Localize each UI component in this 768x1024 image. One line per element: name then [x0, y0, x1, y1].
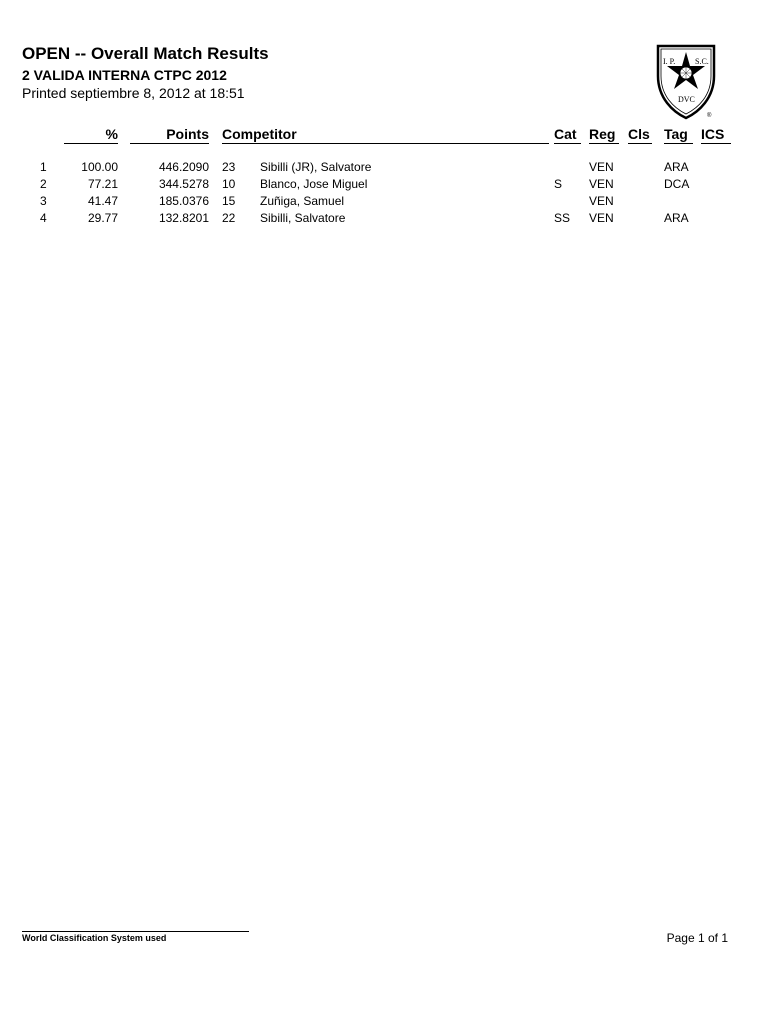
competitor-name: Blanco, Jose Miguel — [260, 177, 368, 191]
underline-competitor — [222, 143, 549, 144]
percent: 29.77 — [87, 211, 118, 225]
region: VEN — [589, 211, 614, 225]
region: VEN — [589, 194, 614, 208]
table-row — [0, 211, 768, 228]
tag: ARA — [664, 211, 689, 225]
tag: DCA — [664, 177, 690, 191]
points: 132.8201 — [158, 211, 209, 225]
place: 4 — [40, 211, 47, 225]
underline-pct — [64, 143, 118, 144]
place: 1 — [40, 160, 47, 174]
header-pct: % — [105, 126, 118, 142]
header-ics: ICS — [701, 126, 725, 142]
header-tag: Tag — [664, 126, 688, 142]
percent: 41.47 — [87, 194, 118, 208]
match-name: 2 VALIDA INTERNA CTPC 2012 — [22, 67, 227, 83]
printed-date: Printed septiembre 8, 2012 at 18:51 — [22, 85, 245, 101]
competitor-number: 22 — [222, 211, 236, 225]
table-row — [0, 177, 768, 194]
underline-points — [130, 143, 209, 144]
percent: 100.00 — [81, 160, 118, 174]
points: 344.5278 — [158, 177, 209, 191]
table-row — [0, 160, 768, 177]
category: S — [554, 177, 563, 191]
competitor-name: Sibilli (JR), Salvatore — [260, 160, 372, 174]
table-row — [0, 194, 768, 211]
header-competitor: Competitor — [222, 126, 297, 142]
competitor-number: 23 — [222, 160, 236, 174]
footer-note: World Classification System used — [22, 933, 167, 943]
header-reg: Reg — [589, 126, 616, 142]
competitor-number: 10 — [222, 177, 236, 191]
region: VEN — [589, 160, 614, 174]
header-points: Points — [166, 126, 209, 142]
underline-ics — [701, 143, 731, 144]
page-number: Page 1 of 1 — [666, 931, 728, 945]
header-cls: Cls — [628, 126, 650, 142]
competitor-name: Zuñiga, Samuel — [260, 194, 345, 208]
points: 446.2090 — [158, 160, 209, 174]
percent: 77.21 — [87, 177, 118, 191]
region: VEN — [589, 177, 614, 191]
competitor-number: 15 — [222, 194, 236, 208]
competitor-name: Sibilli, Salvatore — [260, 211, 346, 225]
underline-cat — [554, 143, 581, 144]
underline-reg — [589, 143, 619, 144]
ipsc-shield-logo-icon — [655, 42, 717, 120]
underline-cls — [628, 143, 652, 144]
logo-text-left: I. P. — [663, 57, 676, 66]
report-title: OPEN -- Overall Match Results — [22, 44, 269, 63]
header-cat: Cat — [554, 126, 577, 142]
logo-text-bottom: DVC — [678, 95, 695, 104]
registered-mark: ® — [707, 113, 712, 119]
category: SS — [554, 211, 571, 225]
logo-text-right: S.C. — [695, 57, 709, 66]
points: 185.0376 — [158, 194, 209, 208]
tag: ARA — [664, 160, 689, 174]
underline-tag — [664, 143, 693, 144]
place: 3 — [40, 194, 47, 208]
footer-divider — [22, 931, 249, 932]
place: 2 — [40, 177, 47, 191]
